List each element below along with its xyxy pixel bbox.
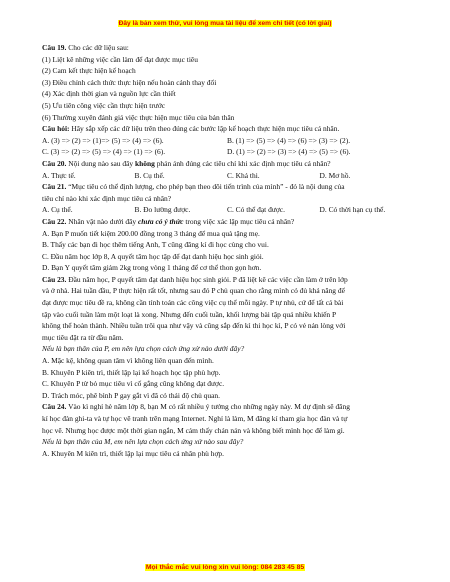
question-23-text: mục tiêu đặt ra từ đầu năm. (42, 332, 124, 342)
q19-item: (6) Thường xuyên đánh giá việc thực hiện mục tiêu của bản thân (42, 112, 235, 122)
q20-option-c: C. Khả thi. (227, 170, 260, 180)
q19-item: (5) Ưu tiên công việc cần thực hiện trước (42, 100, 166, 110)
q23-option-d: D. Trách móc, phê bình P gay gắt vì đã có thái độ chủ quan. (42, 390, 220, 400)
q23-prompt: Nếu là bạn thân của P, em nên lựa chọn cách ứng xử nào dưới đây? (42, 344, 245, 354)
question-21-text: tiêu chí nào khi xác định mục tiêu cá nhân? (42, 193, 172, 203)
q19-option-d: D. (1) => (2) => (3) => (4) => (5) => (6). (227, 147, 351, 157)
question-21-title: Câu 21. “Mục tiêu có thể định lượng, cho phép bạn theo dõi tiến trình của mình” - đó là nội dung của (42, 182, 345, 192)
question-23-text: và ở nhà. Hai tuần đầu, P thực hiện rất tốt, nhưng sau đó P chủ quan cho rằng mình có đủ khả năng để (42, 286, 345, 296)
question-23-text: tập vào cuối tuần làm một loạt là xong. Nhưng đến cuối tuần, khối lượng bài tập quá nhiều khiến P (42, 309, 337, 319)
q23-option-c: C. Khuyên P từ bỏ mục tiêu vì cố gắng cũng không đạt được. (42, 379, 225, 389)
q21-option-d: D. Có thời hạn cụ thể. (319, 205, 386, 215)
q20-options-row (42, 170, 412, 182)
question-24-text: học vẽ. Nhưng học được một thời gian ngắn, M cảm thấy chán nản và không biết mình học để làm gì. (42, 425, 345, 435)
q19-option-b: B. (1) => (5) => (4) => (6) => (3) => (2). (227, 135, 351, 145)
q19-option-a: A. (3) => (2) => (1)=> (5) => (4) => (6). (42, 135, 164, 145)
question-19-title: Câu 19. Cho các dữ liệu sau: (42, 43, 129, 52)
question-24-text: kí học đàn ghi-ta và tự học vẽ tranh trên mạng Internet. Nghỉ là làm, M đăng kí tham gia học đàn và tự (42, 414, 348, 423)
q19-item: (3) Điều chỉnh cách thức thực hiện nếu hoàn cảnh thay đổi (42, 77, 217, 87)
q20-option-b: B. Cụ thể. (134, 170, 165, 180)
q19-option-c: C. (3) => (2) => (5) => (4) => (1) => (6). (42, 147, 166, 157)
q19-question: Câu hỏi: Hãy sắp xếp các dữ liệu trên theo đúng các bước lập kế hoạch thực hiện mục tiêu cá nhân. (42, 124, 340, 134)
q20-option-d: D. Mơ hồ. (319, 170, 351, 180)
question-20-title: Câu 20. Nội dung nào sau đây không phản ánh đúng các tiêu chí khi xác định mục tiêu cá nhân? (42, 158, 331, 168)
preview-banner-text: Đây là bản xem thử, vui lòng mua tài liệu để xem chi tiết (có lời giải) (118, 20, 332, 27)
contact-banner (0, 564, 450, 571)
question-24-title: Câu 24. Vào kì nghỉ hè năm lớp 8, bạn M có rất nhiều ý tưởng cho những ngày này. M dự định sẽ đăng (42, 402, 350, 412)
q21-option-a: A. Cụ thể. (42, 205, 73, 215)
q19-item: (1) Liệt kê những việc cần làm để đạt được mục tiêu (42, 54, 198, 64)
question-23-text: đạt được mục tiêu đề ra, không cần tính toán các công việc cụ thể mỗi ngày. P tự nhủ, cứ để tất cả bài (42, 298, 344, 308)
q23-option-a: A. Mặc kệ, không quan tâm vì không liên quan đến mình. (42, 356, 214, 366)
q21-option-c: C. Có thể đạt được. (227, 205, 285, 215)
q23-option-b: B. Khuyên P kiên trì, thiết lập lại kế hoạch học tập phù hợp. (42, 367, 221, 377)
q20-option-a: A. Thực tế. (42, 170, 76, 180)
question-23-text: không thể hoàn thành. Nhiều tuần trôi qua như vậy và cũng sắp đến kì thi học kì, P có vẻ nản lòng với (42, 321, 346, 331)
q19-options-row (42, 135, 412, 147)
q21-options-row (42, 204, 412, 216)
q21-option-b: B. Đo lường được. (134, 205, 191, 215)
q19-item: (4) Xác định thời gian và nguồn lực cần thiết (42, 89, 176, 99)
question-23-title: Câu 23. Đầu năm học, P quyết tâm đạt danh hiệu học sinh giỏi. P đã liệt kê các việc cần làm ở trên lớp (42, 274, 348, 284)
q19-item: (2) Cam kết thực hiện kế hoạch (42, 66, 136, 76)
preview-banner (0, 20, 450, 27)
document-body (42, 42, 412, 459)
q24-prompt: Nếu là bạn thân của M, em nên lựa chọn cách ứng xử nào sau đây? (42, 437, 244, 447)
q22-option-c: C. Đầu năm học lớp 8, A quyết tâm học tập để đạt danh hiệu học sinh giỏi. (42, 251, 264, 261)
question-22-title: Câu 22. Nhân vật nào dưới đây chưa có ý thức trong việc xác lập mục tiêu cá nhân? (42, 216, 295, 226)
contact-banner-text: Mọi thắc mắc vui lòng xin vui lòng: 084 283 45 85 (145, 564, 305, 571)
q19-options-row (42, 146, 412, 158)
q24-option-a: A. Khuyên M kiên trì, thiết lập lại mục tiêu cá nhân phù hợp. (42, 448, 224, 458)
q22-option-a: A. Bạn P muốn tiết kiệm 200.00 đồng trong 3 tháng để mua quà tặng mẹ. (42, 228, 260, 238)
q22-option-b: B. Thấy các bạn đi học thêm tiếng Anh, T cũng đăng kí đi học cùng cho vui. (42, 240, 269, 250)
q22-option-d: D. Bạn Y quyết tâm giảm 2kg trong vòng 1 tháng để cơ thể thon gọn hơn. (42, 263, 262, 273)
